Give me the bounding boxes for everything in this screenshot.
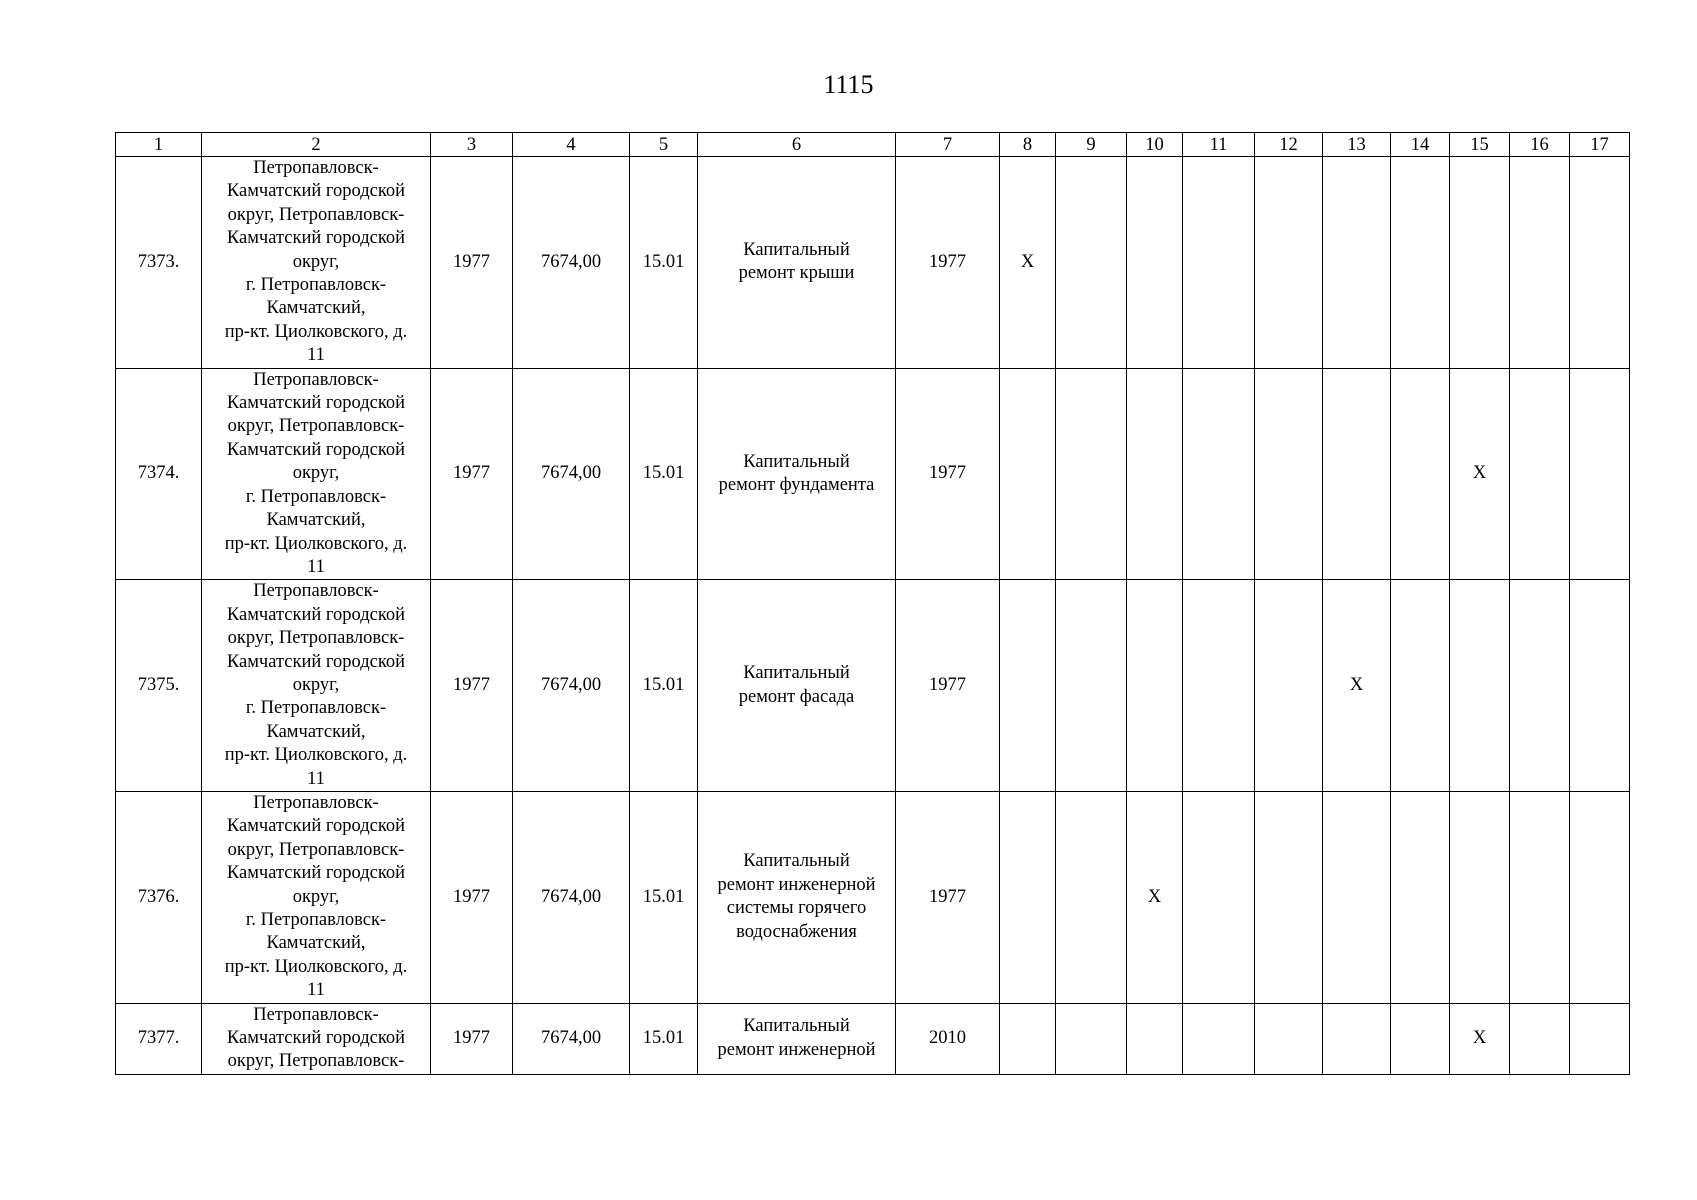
mark-cell-col8 [1000, 580, 1056, 792]
mark-cell-col11 [1183, 157, 1255, 369]
mark-cell-col11 [1183, 791, 1255, 1003]
column-header: 16 [1510, 133, 1570, 157]
address-cell: Петропавловск- Камчатский городской округ, Петропавловск- Камчатский городской округ, г. Петропавловск- Камчатский, пр-кт. Циолковского, д. 11 [202, 791, 431, 1003]
address-cell: Петропавловск- Камчатский городской округ, Петропавловск- Камчатский городской округ, г. Петропавловск- Камчатский, пр-кт. Циолковского, д. 11 [202, 580, 431, 792]
year-built-cell: 1977 [431, 368, 513, 580]
page-number: 1115 [823, 70, 874, 99]
mark-cell-col8 [1000, 1003, 1056, 1074]
mark-cell-col15 [1450, 157, 1510, 369]
year-cell: 1977 [896, 580, 1000, 792]
mark-cell-col10 [1127, 368, 1183, 580]
year-cell: 2010 [896, 1003, 1000, 1074]
address-cell: Петропавловск- Камчатский городской округ, Петропавловск- [202, 1003, 431, 1074]
mark-cell-col17 [1570, 791, 1630, 1003]
area-cell: 7674,00 [513, 791, 630, 1003]
mark-cell-col13 [1323, 157, 1391, 369]
column-header: 1 [116, 133, 202, 157]
mark-cell-col14 [1391, 580, 1450, 792]
row-number: 7375. [116, 580, 202, 792]
column-header: 5 [630, 133, 698, 157]
mark-cell-col8: X [1000, 157, 1056, 369]
mark-cell-col13 [1323, 791, 1391, 1003]
mark-cell-col12 [1255, 791, 1323, 1003]
column-header: 8 [1000, 133, 1056, 157]
address-cell: Петропавловск- Камчатский городской округ, Петропавловск- Камчатский городской округ, г. Петропавловск- Камчатский, пр-кт. Циолковского, д. 11 [202, 368, 431, 580]
area-cell: 7674,00 [513, 157, 630, 369]
column-header: 10 [1127, 133, 1183, 157]
mark-cell-col8 [1000, 368, 1056, 580]
mark-cell-col14 [1391, 157, 1450, 369]
mark-cell-col13: X [1323, 580, 1391, 792]
column-header: 6 [698, 133, 896, 157]
code-cell: 15.01 [630, 157, 698, 369]
mark-cell-col10 [1127, 157, 1183, 369]
registry-table [115, 132, 1630, 1075]
mark-cell-col17 [1570, 1003, 1630, 1074]
mark-cell-col16 [1510, 157, 1570, 369]
code-cell: 15.01 [630, 580, 698, 792]
row-number: 7373. [116, 157, 202, 369]
table-row [116, 791, 1630, 1003]
mark-cell-col17 [1570, 580, 1630, 792]
code-cell: 15.01 [630, 1003, 698, 1074]
work-type-cell: Капитальный ремонт инженерной [698, 1003, 896, 1074]
year-built-cell: 1977 [431, 580, 513, 792]
column-header: 17 [1570, 133, 1630, 157]
mark-cell-col11 [1183, 368, 1255, 580]
code-cell: 15.01 [630, 368, 698, 580]
column-header: 12 [1255, 133, 1323, 157]
table-row [116, 1003, 1630, 1074]
mark-cell-col9 [1056, 1003, 1127, 1074]
header-row [116, 133, 1630, 157]
mark-cell-col17 [1570, 157, 1630, 369]
work-type-cell: Капитальный ремонт фундамента [698, 368, 896, 580]
mark-cell-col9 [1056, 157, 1127, 369]
mark-cell-col14 [1391, 791, 1450, 1003]
year-built-cell: 1977 [431, 1003, 513, 1074]
mark-cell-col15: X [1450, 1003, 1510, 1074]
area-cell: 7674,00 [513, 580, 630, 792]
table-row [116, 580, 1630, 792]
mark-cell-col10: X [1127, 791, 1183, 1003]
mark-cell-col16 [1510, 1003, 1570, 1074]
area-cell: 7674,00 [513, 368, 630, 580]
work-type-cell: Капитальный ремонт крыши [698, 157, 896, 369]
mark-cell-col9 [1056, 368, 1127, 580]
column-header: 14 [1391, 133, 1450, 157]
row-number: 7374. [116, 368, 202, 580]
mark-cell-col10 [1127, 1003, 1183, 1074]
mark-cell-col11 [1183, 1003, 1255, 1074]
mark-cell-col9 [1056, 791, 1127, 1003]
mark-cell-col16 [1510, 368, 1570, 580]
column-header: 2 [202, 133, 431, 157]
table-row [116, 368, 1630, 580]
mark-cell-col12 [1255, 157, 1323, 369]
mark-cell-col12 [1255, 1003, 1323, 1074]
column-header: 9 [1056, 133, 1127, 157]
column-header: 4 [513, 133, 630, 157]
mark-cell-col16 [1510, 791, 1570, 1003]
year-built-cell: 1977 [431, 157, 513, 369]
area-cell: 7674,00 [513, 1003, 630, 1074]
mark-cell-col13 [1323, 1003, 1391, 1074]
mark-cell-col14 [1391, 1003, 1450, 1074]
mark-cell-col13 [1323, 368, 1391, 580]
column-header: 7 [896, 133, 1000, 157]
mark-cell-col12 [1255, 368, 1323, 580]
table-row [116, 157, 1630, 369]
mark-cell-col10 [1127, 580, 1183, 792]
mark-cell-col15 [1450, 791, 1510, 1003]
address-cell: Петропавловск- Камчатский городской округ, Петропавловск- Камчатский городской округ, г. Петропавловск- Камчатский, пр-кт. Циолковского, д. 11 [202, 157, 431, 369]
work-type-cell: Капитальный ремонт фасада [698, 580, 896, 792]
mark-cell-col8 [1000, 791, 1056, 1003]
mark-cell-col15: X [1450, 368, 1510, 580]
row-number: 7376. [116, 791, 202, 1003]
year-cell: 1977 [896, 157, 1000, 369]
column-header: 11 [1183, 133, 1255, 157]
mark-cell-col16 [1510, 580, 1570, 792]
year-built-cell: 1977 [431, 791, 513, 1003]
year-cell: 1977 [896, 368, 1000, 580]
mark-cell-col14 [1391, 368, 1450, 580]
year-cell: 1977 [896, 791, 1000, 1003]
mark-cell-col15 [1450, 580, 1510, 792]
code-cell: 15.01 [630, 791, 698, 1003]
mark-cell-col11 [1183, 580, 1255, 792]
column-header: 15 [1450, 133, 1510, 157]
column-header: 3 [431, 133, 513, 157]
column-header: 13 [1323, 133, 1391, 157]
work-type-cell: Капитальный ремонт инженерной системы горячего водоснабжения [698, 791, 896, 1003]
mark-cell-col12 [1255, 580, 1323, 792]
row-number: 7377. [116, 1003, 202, 1074]
mark-cell-col17 [1570, 368, 1630, 580]
mark-cell-col9 [1056, 580, 1127, 792]
